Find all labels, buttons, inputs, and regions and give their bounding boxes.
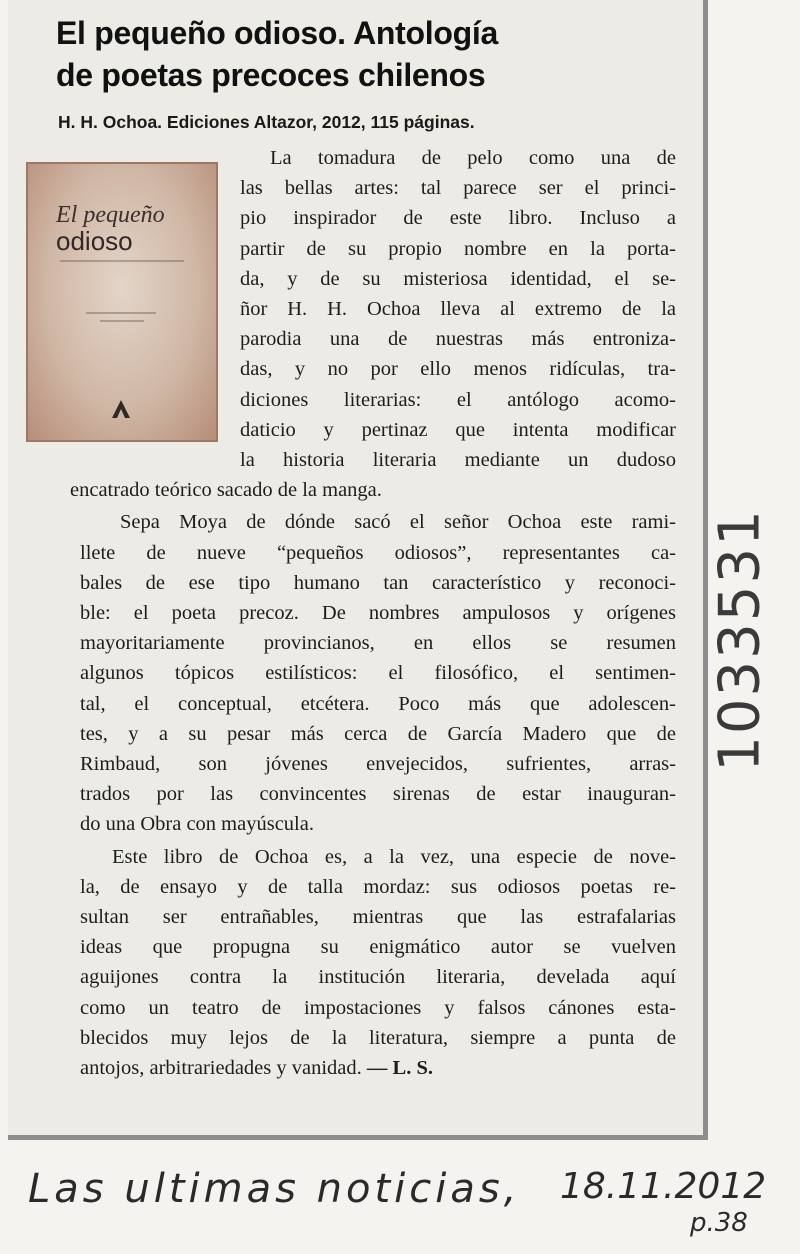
article-headline — [56, 12, 656, 96]
headline-line-2: de poetas precoces chilenos — [56, 57, 486, 93]
article-text-line: das, y no por ello menos ridículas, tra- — [240, 358, 676, 381]
article-text-line: partir de su propio nombre en la porta- — [240, 237, 676, 260]
article-text-line: tal, el conceptual, etcétera. Poco más que adolescen- — [80, 692, 676, 715]
article-text-line: aguijones contra la institución literaria, develada aquí — [80, 966, 676, 989]
article-text-line: parodia una de nuestras más entroniza- — [240, 328, 676, 351]
article-text-line: encatrado teórico sacado de la manga. — [70, 479, 382, 502]
article-text-line: La tomadura de pelo como una de — [270, 147, 676, 169]
article-text-line: ñor H. H. Ochoa lleva al extremo de la — [240, 298, 676, 320]
cover-author-line — [100, 320, 144, 322]
article-text-line: do una Obra con mayúscula. — [80, 813, 314, 836]
article-text-line: diciones literarias: el antólogo acomo- — [240, 388, 676, 411]
article-text-line: mayoritariamente provincianos, en ellos se resumen — [80, 632, 676, 655]
cover-author-line — [86, 312, 156, 314]
author-signature: — L. S. — [366, 1057, 433, 1079]
article-text-line: daticio y pertinaz que intenta modificar — [240, 418, 676, 441]
book-cover-title-big: odioso — [56, 226, 133, 256]
article-text-line: Este libro de Ochoa es, a la vez, una especie de nove- — [112, 845, 676, 868]
book-cover-title — [56, 202, 206, 254]
publisher-logo-icon — [110, 398, 132, 420]
handwritten-source: Las ultimas noticias, — [28, 1166, 521, 1212]
article-byline: H. H. Ochoa. Ediciones Altazor, 2012, 115 páginas. — [58, 112, 475, 132]
book-cover-image — [26, 162, 218, 442]
article-text-line: Rimbaud, son jóvenes envejecidos, sufrientes, arras- — [80, 753, 676, 775]
article-text-line: Sepa Moya de dónde sacó el señor Ochoa este rami- — [120, 511, 676, 534]
article-text-line: bales de ese tipo humano tan característico y reconoci- — [80, 571, 676, 594]
article-text-fragment: antojos, arbitrariedades y vanidad. — [80, 1057, 367, 1079]
headline-line-1: El pequeño odioso. Antología — [56, 15, 498, 51]
article-text-line: la, de ensayo y de talla mordaz: sus odiosos poetas re- — [80, 875, 676, 898]
article-text-line: llete de nueve “pequeños odiosos”, representantes ca- — [80, 541, 676, 564]
handwritten-archive-number: 1033531 — [707, 508, 773, 772]
cover-subtitle-line — [60, 260, 184, 262]
article-text-line: pio inspirador de este libro. Incluso a — [240, 207, 676, 230]
handwritten-date: 18.11.2012 — [560, 1166, 767, 1207]
article-text-line: algunos tópicos estilísticos: el filosófico, el sentimen- — [80, 662, 676, 685]
article-text-line: ble: el poeta precoz. De nombres ampulosos y orígenes — [80, 602, 676, 624]
handwritten-page: p.38 — [690, 1208, 748, 1238]
article-text-line: tes, y a su pesar más cerca de García Madero que de — [80, 722, 676, 745]
article-text-line: sultan ser entrañables, mientras que las estrafalarias — [80, 906, 676, 928]
book-cover-title-small: El pequeño — [56, 202, 165, 228]
article-text-line: la historia literaria mediante un dudoso — [240, 449, 676, 471]
article-text-line: ideas que propugna su enigmático autor se vuelven — [80, 936, 676, 959]
article-text-line: las bellas artes: tal parece ser el princi- — [240, 177, 676, 200]
article-text-line: trados por las convincentes sirenas de estar inauguran- — [80, 783, 676, 806]
article-text-line: como un teatro de impostaciones y falsos cánones esta- — [80, 996, 676, 1019]
article-text-line: da, y de su misteriosa identidad, el se- — [240, 267, 676, 290]
article-text-line: blecidos muy lejos de la literatura, siempre a punta de — [80, 1026, 676, 1049]
article-text-line — [80, 1054, 676, 1082]
